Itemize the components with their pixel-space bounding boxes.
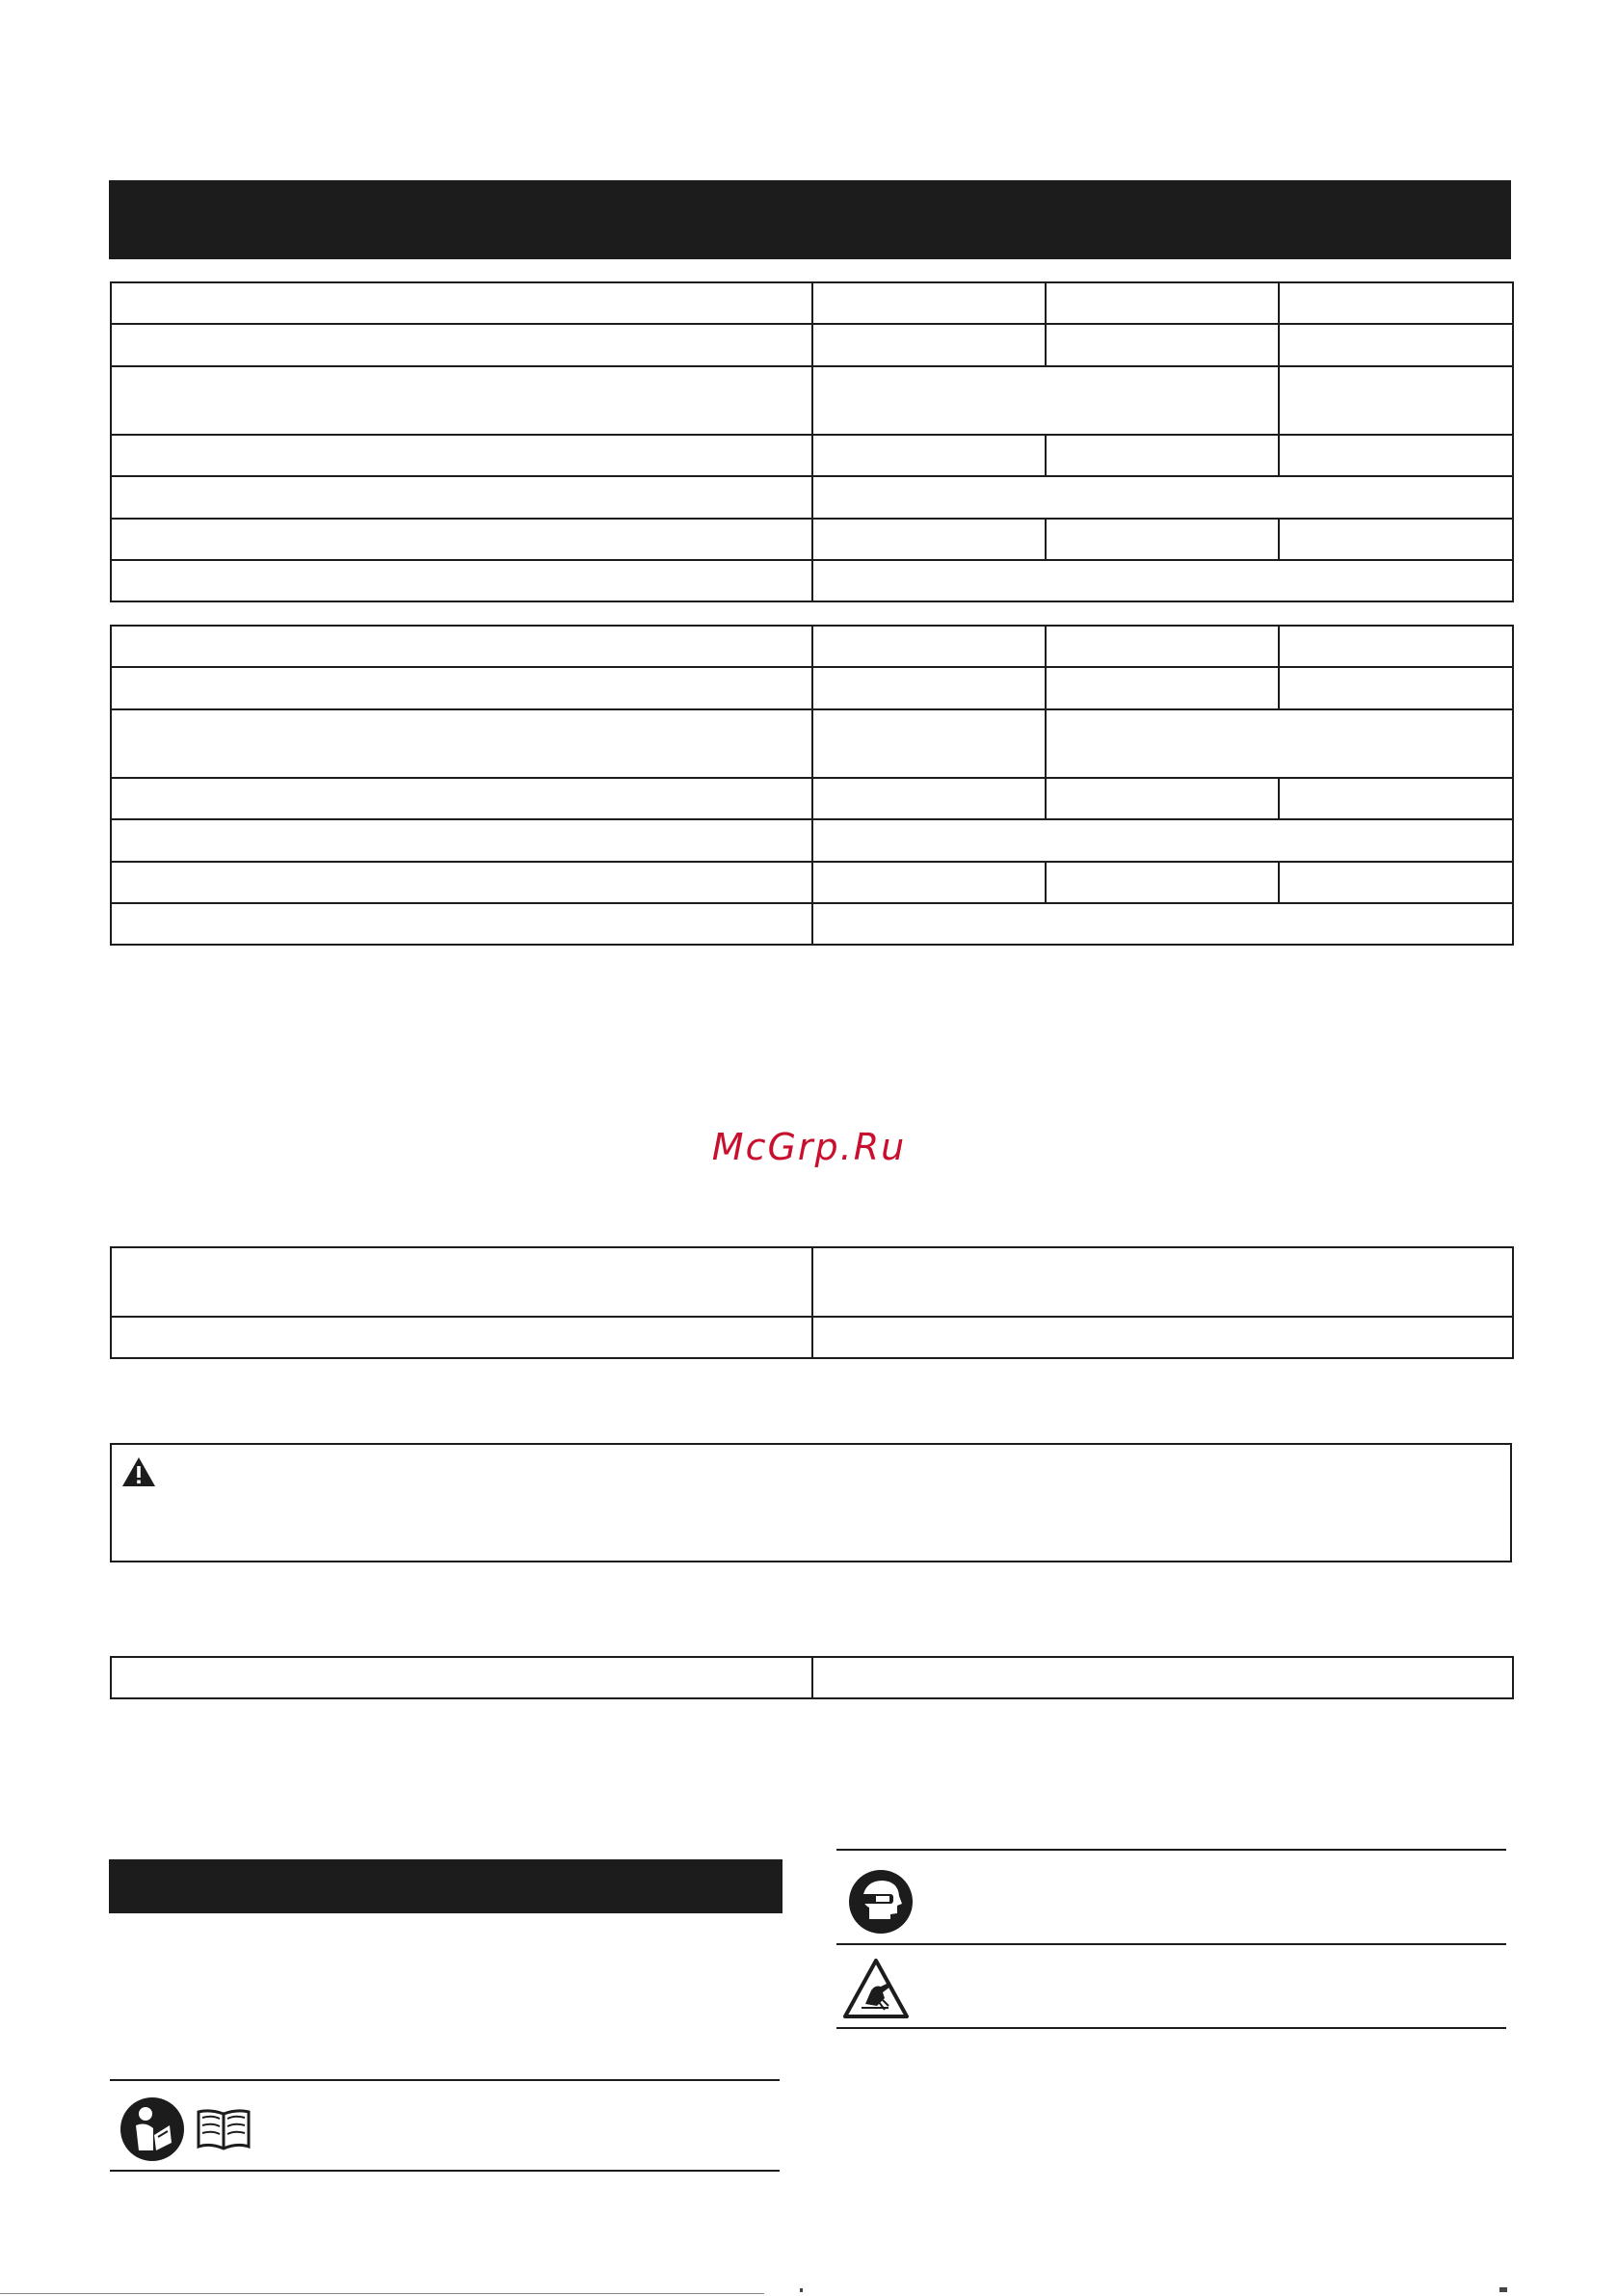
table-cell [1046,324,1279,366]
noise-table [110,1246,1514,1359]
table-cell [1279,282,1513,324]
table-cell [812,1247,1513,1317]
divider [110,2170,780,2172]
table-cell [812,862,1046,903]
table-cell [1279,435,1513,476]
page-edge-mark [800,2288,803,2292]
table-cell [812,626,1046,667]
divider [836,2027,1506,2029]
divider [110,2079,780,2081]
vibration-table [110,1656,1514,1699]
table-cell [812,819,1513,862]
table-cell [812,435,1046,476]
table-cell [812,282,1046,324]
watermark-text: McGrp.Ru [711,1126,907,1168]
read-manual-icon [119,2096,185,2162]
table-cell [812,667,1046,709]
table-cell [812,1657,1513,1698]
table-cell [1279,366,1513,435]
table-cell [812,476,1513,519]
spec-table-1 [110,281,1514,602]
symbols-header-bar [109,1859,782,1913]
table-cell [1046,667,1279,709]
divider [836,1849,1506,1851]
book-icon [195,2108,252,2152]
table-cell [1046,626,1279,667]
table-cell [1279,626,1513,667]
table-cell [1046,778,1279,819]
table-cell [1046,435,1279,476]
table-cell [1279,667,1513,709]
table-cell [111,709,812,778]
table-cell [111,667,812,709]
table-cell [111,282,812,324]
page-edge-line [0,2293,764,2294]
table-cell [812,709,1046,778]
table-cell [1279,778,1513,819]
table-cell [111,366,812,435]
table-cell [812,903,1513,945]
table-cell [1046,282,1279,324]
eye-protection-icon [848,1869,914,1935]
table-cell [111,435,812,476]
table-cell [1279,324,1513,366]
hand-cut-hazard-icon [842,1958,910,2019]
divider [836,1943,1506,1945]
page-edge-mark [1499,2287,1507,2292]
table-cell [111,519,812,560]
table-cell [812,519,1046,560]
spec-table-2 [110,625,1514,946]
table-cell [1279,862,1513,903]
table-cell [111,1657,812,1698]
table-cell [812,366,1279,435]
table-cell [812,560,1513,601]
table-cell [111,1247,812,1317]
table-cell [111,819,812,862]
specifications-header-bar [109,180,1511,259]
table-cell [111,1317,812,1358]
table-cell [111,778,812,819]
table-cell [111,862,812,903]
table-cell [1046,709,1513,778]
table-cell [111,903,812,945]
table-cell [812,778,1046,819]
table-cell [111,476,812,519]
table-cell [111,324,812,366]
table-cell [111,560,812,601]
table-cell [1279,519,1513,560]
warning-triangle-icon [121,1456,156,1487]
table-cell [1046,862,1279,903]
warning-box [110,1443,1512,1562]
table-cell [812,1317,1513,1358]
table-cell [1046,519,1279,560]
table-cell [812,324,1046,366]
table-cell [111,626,812,667]
